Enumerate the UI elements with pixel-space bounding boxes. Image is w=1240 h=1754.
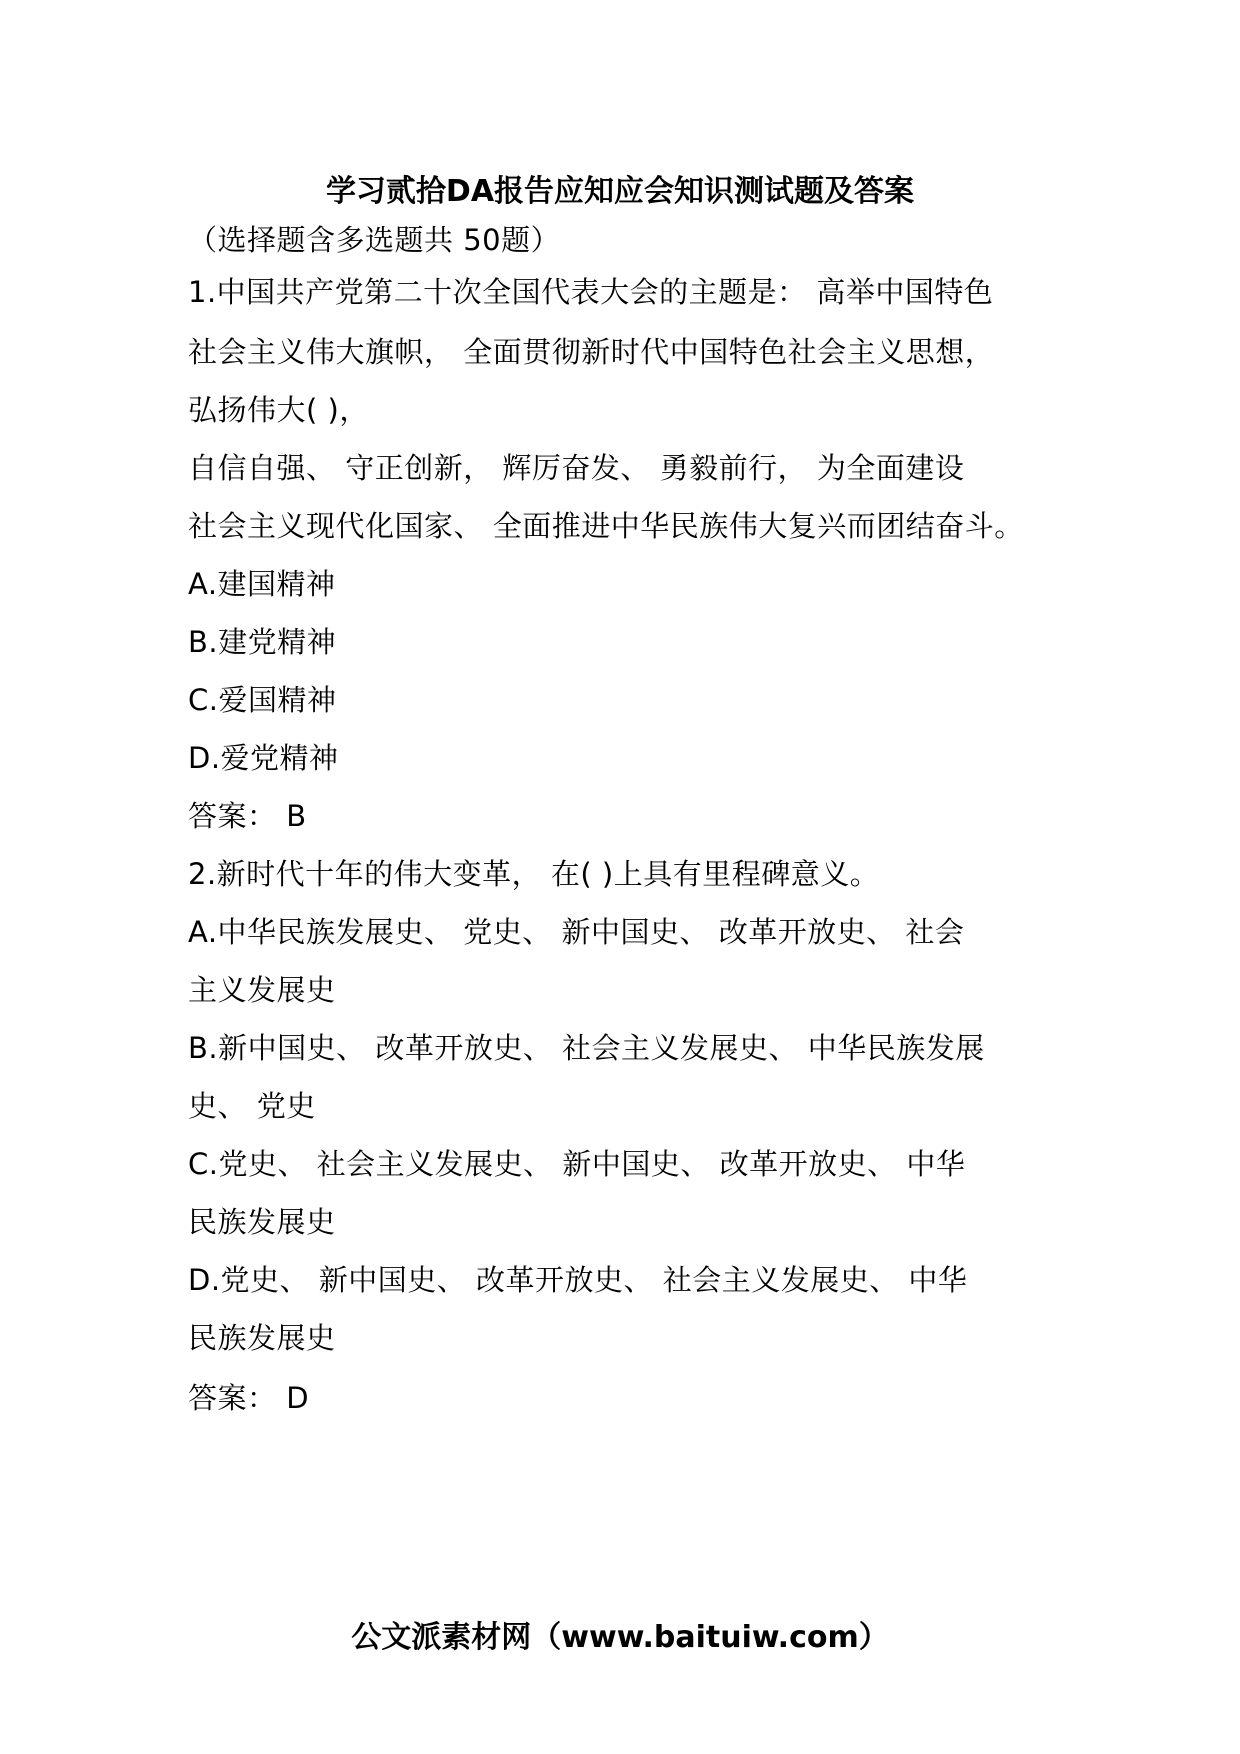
question-2-option-b-line-2: 史、 党史 (188, 1089, 316, 1123)
question-1-line-1: 1.中国共产党第二十次全国代表大会的主题是： 高举中国特色 (188, 275, 994, 309)
question-1-line-2: 社会主义伟大旗帜， 全面贯彻新时代中国特色社会主义思想， (188, 335, 995, 369)
question-2-option-b-line-1: B.新中国史、 改革开放史、 社会主义发展史、 中华民族发展 (188, 1031, 985, 1065)
question-1-option-b: B.建党精神 (188, 625, 337, 659)
question-2-option-c-line-2: 民族发展史 (188, 1205, 336, 1239)
question-2-line-1: 2.新时代十年的伟大变革， 在( )上具有里程碑意义。 (188, 857, 880, 891)
question-2-answer: 答案： D (188, 1381, 310, 1415)
footer-source: 公文派素材网（www.baituiw.com） (351, 1620, 889, 1655)
question-1-option-c: C.爱国精神 (188, 683, 337, 717)
question-2-option-a-line-2: 主义发展史 (188, 973, 336, 1007)
question-1-line-5: 社会主义现代化国家、 全面推进中华民族伟大复兴而团结奋斗。 (188, 509, 1024, 543)
question-1-answer: 答案： B (188, 799, 307, 833)
question-2-option-d-line-2: 民族发展史 (188, 1321, 336, 1355)
question-2-option-d-line-1: D.党史、 新中国史、 改革开放史、 社会主义发展史、 中华 (188, 1263, 968, 1297)
question-1-option-d: D.爱党精神 (188, 741, 339, 775)
question-1-line-3: 弘扬伟大( )， (188, 393, 369, 427)
question-2-option-c-line-1: C.党史、 社会主义发展史、 新中国史、 改革开放史、 中华 (188, 1147, 966, 1181)
document-subtitle: （选择题含多选题共 50题） (188, 223, 561, 257)
document-title: 学习贰拾DA报告应知应会知识测试题及答案 (325, 174, 915, 209)
question-1-line-4: 自信自强、 守正创新， 辉厉奋发、 勇毅前行， 为全面建设 (188, 451, 965, 485)
question-2-option-a-line-1: A.中华民族发展史、 党史、 新中国史、 改革开放史、 社会 (188, 915, 965, 949)
question-1-option-a: A.建国精神 (188, 567, 336, 601)
